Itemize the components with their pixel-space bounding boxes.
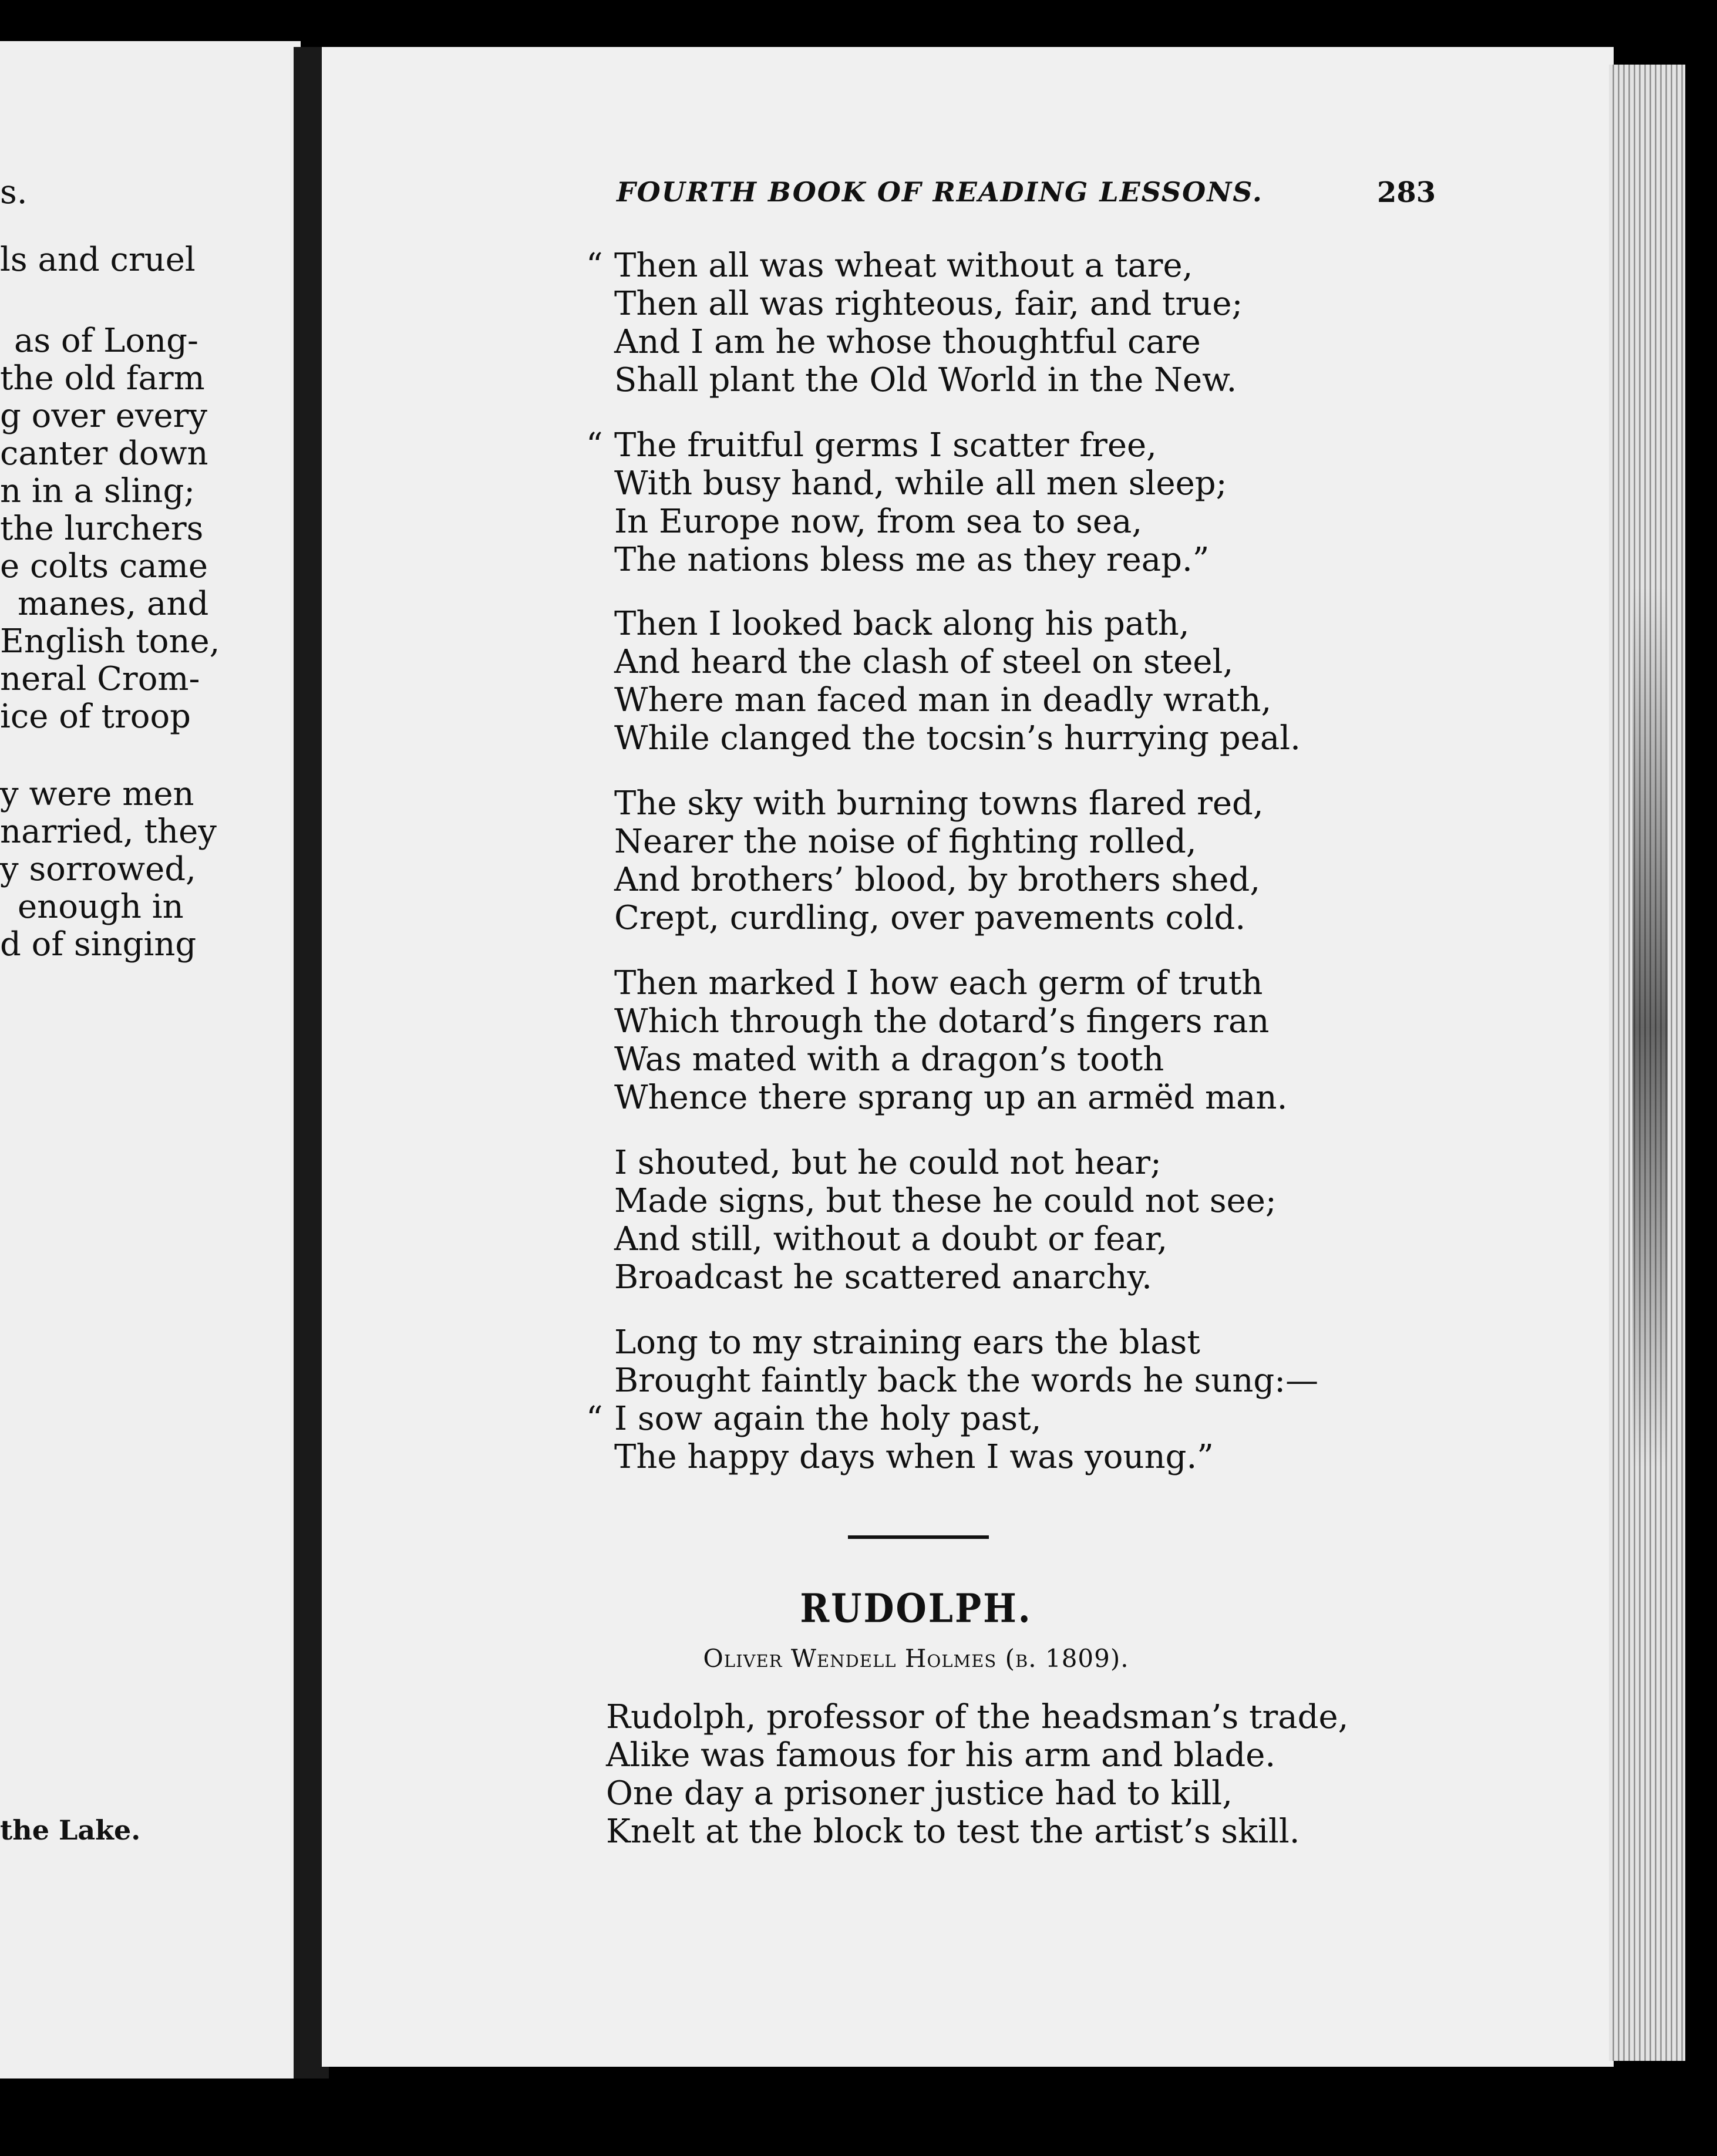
left-page-line: ls and cruel bbox=[0, 241, 196, 279]
verse-line: In Europe now, from sea to sea, bbox=[614, 503, 1143, 541]
opening-quote: “ bbox=[586, 247, 603, 285]
poem-title: RUDOLPH. bbox=[800, 1585, 1032, 1632]
left-page-line: narried, they bbox=[0, 813, 217, 851]
poem-stanza bbox=[586, 247, 1243, 399]
left-page-line: enough in bbox=[18, 888, 184, 926]
verse-line: Then all was righteous, fair, and true; bbox=[614, 285, 1243, 323]
left-page-line: y were men bbox=[0, 775, 194, 813]
left-page-text bbox=[0, 41, 301, 2078]
verse-line: Which through the dotard’s fingers ran bbox=[614, 1002, 1270, 1040]
running-head: FOURTH BOOK OF READING LESSONS. bbox=[617, 176, 1263, 208]
verse-line: While clanged the tocsin’s hurrying peal. bbox=[614, 719, 1301, 757]
verse-line: One day a prisoner justice had to kill, bbox=[606, 1774, 1233, 1813]
left-page-line: e colts came bbox=[0, 547, 208, 585]
left-page-line: the old farm bbox=[0, 359, 205, 397]
verse-line: Nearer the noise of fighting rolled, bbox=[614, 823, 1197, 861]
opening-quote: “ bbox=[586, 426, 603, 464]
verse-line: And still, without a doubt or fear, bbox=[614, 1220, 1168, 1258]
verse-line: The nations bless me as they reap.” bbox=[614, 541, 1210, 579]
verse-line: Alike was famous for his arm and blade. bbox=[606, 1736, 1276, 1774]
verse-line: The sky with burning towns flared red, bbox=[614, 784, 1264, 823]
verse-line: Crept, curdling, over pavements cold. bbox=[614, 899, 1246, 937]
verse-line: Long to my straining ears the blast bbox=[614, 1323, 1200, 1362]
verse-text: I sow again the holy past, bbox=[614, 1400, 1042, 1438]
left-page-line: s. bbox=[0, 173, 28, 211]
section-rule bbox=[848, 1535, 989, 1539]
verse-line: Rudolph, professor of the headsman’s trade, bbox=[606, 1698, 1349, 1736]
verse-line: Made signs, but these he could not see; bbox=[614, 1182, 1277, 1220]
poem-stanza bbox=[614, 605, 1301, 757]
verse-line: Where man faced man in deadly wrath, bbox=[614, 681, 1272, 719]
left-page-line: the Lake. bbox=[0, 1814, 141, 1846]
page-edges-shadow bbox=[1632, 587, 1668, 1468]
verse-line: Whence there sprang up an armëd man. bbox=[614, 1079, 1288, 1117]
verse-line: And heard the clash of steel on steel, bbox=[614, 643, 1234, 681]
left-page-line: as of Long- bbox=[14, 322, 198, 360]
left-page-line: y sorrowed, bbox=[0, 850, 196, 888]
verse-line bbox=[586, 426, 1227, 464]
poem-author: Oliver Wendell Holmes (b. 1809). bbox=[703, 1644, 1129, 1673]
left-page-line: g over every bbox=[0, 397, 208, 435]
verse-line: And I am he whose thoughtful care bbox=[614, 323, 1201, 361]
left-page-line: canter down bbox=[0, 434, 208, 473]
verse-line: Brought faintly back the words he sung:— bbox=[614, 1362, 1319, 1400]
poem-stanza bbox=[614, 784, 1264, 937]
left-page-line: neral Crom- bbox=[0, 660, 200, 698]
verse-text: The fruitful germs I scatter free, bbox=[614, 426, 1157, 464]
verse-text: Then all was wheat without a tare, bbox=[614, 247, 1193, 285]
left-page-line: the lurchers bbox=[0, 510, 204, 548]
verse-line: Knelt at the block to test the artist’s skill. bbox=[606, 1813, 1300, 1851]
poem-stanza bbox=[586, 1323, 1319, 1476]
left-page-line: English tone, bbox=[0, 622, 220, 661]
opening-quote: “ bbox=[586, 1400, 603, 1438]
verse-line: Shall plant the Old World in the New. bbox=[614, 361, 1237, 399]
left-page-line: manes, and bbox=[18, 585, 209, 623]
page-number: 283 bbox=[1377, 176, 1436, 209]
left-page-line: n in a sling; bbox=[0, 472, 196, 510]
poem-stanza bbox=[614, 1144, 1277, 1296]
verse-line: The happy days when I was young.” bbox=[614, 1438, 1214, 1476]
verse-line: Then I looked back along his path, bbox=[614, 605, 1190, 643]
verse-line: With busy hand, while all men sleep; bbox=[614, 464, 1227, 503]
verse-line: And brothers’ blood, by brothers shed, bbox=[614, 861, 1261, 899]
poem-stanza-rudolph bbox=[606, 1698, 1348, 1851]
verse-line: Then marked I how each germ of truth bbox=[614, 964, 1263, 1002]
verse-line bbox=[586, 1400, 1318, 1438]
poem-stanza bbox=[586, 426, 1227, 579]
verse-line: Was mated with a dragon’s tooth bbox=[614, 1040, 1164, 1079]
verse-line bbox=[586, 247, 1243, 285]
verse-line: I shouted, but he could not hear; bbox=[614, 1144, 1162, 1182]
poem-stanza bbox=[614, 964, 1287, 1117]
verse-line: Broadcast he scattered anarchy. bbox=[614, 1258, 1152, 1296]
left-page-line: d of singing bbox=[0, 925, 197, 964]
left-page bbox=[0, 41, 301, 2078]
left-page-line: ice of troop bbox=[0, 698, 191, 736]
